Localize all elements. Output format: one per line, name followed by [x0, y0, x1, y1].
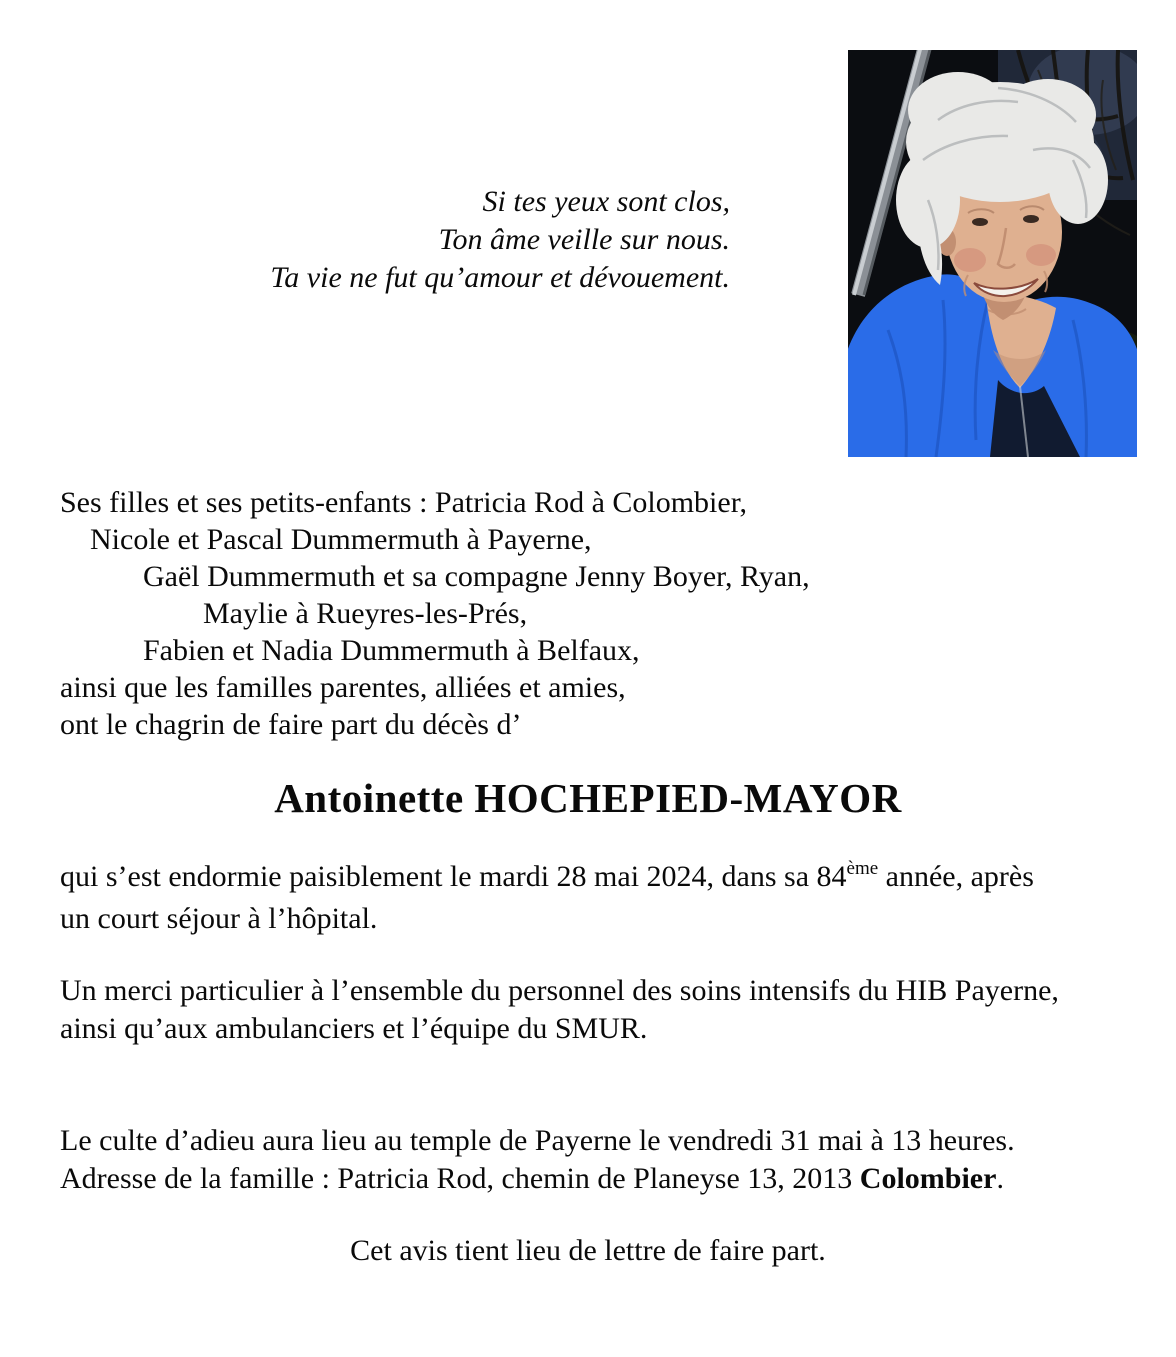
thanks-paragraph: [60, 972, 1132, 1048]
thanks-paragraph-line-1: Un merci particulier à l’ensemble du personnel des soins intensifs du HIB Payerne,: [60, 974, 1059, 1007]
ordinal-superscript: ème: [846, 858, 879, 879]
family-address-line: Adresse de la famille : Patricia Rod, chemin de Planeyse 13, 2013 Colombier.: [60, 1162, 1004, 1195]
epigraph-line: Si tes yeux sont clos,: [482, 185, 730, 218]
portrait-photo: [848, 50, 1137, 457]
death-paragraph-line-1: qui s’est endormie paisiblement le mardi 28 mai 2024, dans sa 84ème année, après: [60, 858, 1034, 893]
epigraph-line: Ta vie ne fut qu’amour et dévouement.: [270, 261, 730, 294]
death-paragraph-line-2: un court séjour à l’hôpital.: [60, 902, 378, 935]
family-line: Nicole et Pascal Dummermuth à Payerne,: [90, 523, 592, 556]
ceremony-line: Le culte d’adieu aura lieu au temple de Payerne le vendredi 31 mai à 13 heures.: [60, 1124, 1015, 1157]
family-line: Ses filles et ses petits-enfants : Patricia Rod à Colombier,: [60, 486, 747, 519]
family-block: [60, 484, 810, 743]
thanks-paragraph-line-2: ainsi qu’aux ambulanciers et l’équipe du SMUR.: [60, 1012, 648, 1045]
portrait-photo-svg: [848, 50, 1137, 457]
address-town: Colombier: [859, 1162, 997, 1195]
epigraph-line: Ton âme veille sur nous.: [438, 223, 730, 256]
family-line: Fabien et Nadia Dummermuth à Belfaux,: [143, 634, 640, 667]
death-paragraph: [60, 858, 1132, 938]
epigraph: [0, 183, 730, 297]
family-line: ainsi que les familles parentes, alliées et amies,: [60, 671, 626, 704]
deceased-name: Antoinette HOCHEPIED-MAYOR: [274, 775, 902, 821]
family-line: ont le chagrin de faire part du décès d’: [60, 708, 522, 741]
family-line: Maylie à Rueyres-les-Prés,: [203, 597, 528, 630]
family-line: Gaël Dummermuth et sa compagne Jenny Boyer, Ryan,: [143, 560, 810, 593]
closing-line: Cet avis tient lieu de lettre de faire part.: [350, 1234, 826, 1267]
ceremony-paragraph: [60, 1122, 1132, 1198]
